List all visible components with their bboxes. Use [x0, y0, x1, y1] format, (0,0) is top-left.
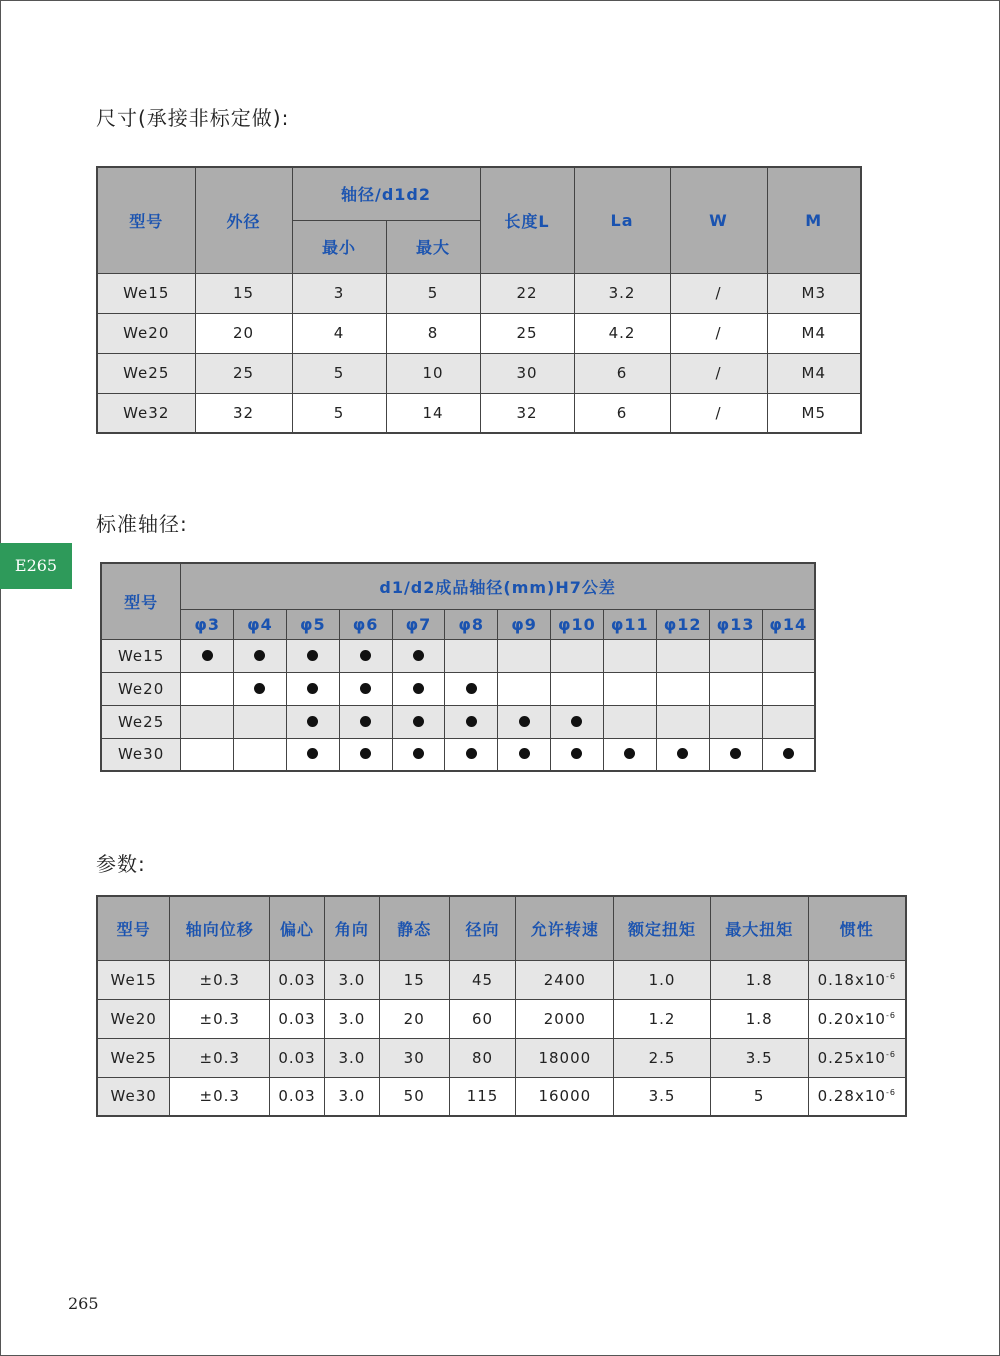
cell: ±0.3: [170, 1077, 270, 1116]
bore-size-header: φ7: [392, 609, 445, 639]
cell: 1.0: [614, 960, 711, 999]
cell: $0.20x10^{-6}$: [808, 999, 906, 1038]
bore-header-title: d1/d2成品轴径(mm)H7公差: [181, 563, 815, 609]
cell: 5: [292, 393, 386, 433]
page-number: 265: [68, 1294, 99, 1313]
availability-dot: [307, 716, 318, 727]
table-row: [97, 273, 861, 313]
availability-dot: [466, 716, 477, 727]
availability-dot: [677, 748, 688, 759]
header-w: W: [670, 167, 767, 273]
availability-dot: [466, 683, 477, 694]
cell: 25: [480, 313, 574, 353]
header-max: 最大: [386, 220, 480, 273]
cell: [762, 738, 815, 771]
availability-dot: [360, 716, 371, 727]
cell: 0.03: [270, 999, 325, 1038]
cell: 6: [574, 393, 670, 433]
cell: [339, 738, 392, 771]
availability-dot: [307, 650, 318, 661]
cell: [603, 639, 656, 672]
cell: 50: [379, 1077, 449, 1116]
cell: 15: [195, 273, 292, 313]
params-table: [96, 895, 907, 1117]
table-row: [97, 313, 861, 353]
cell: 16000: [516, 1077, 614, 1116]
table-row: [97, 999, 906, 1038]
cell: [339, 705, 392, 738]
cell: 6: [574, 353, 670, 393]
dims-title: 尺寸(承接非标定做):: [96, 106, 290, 130]
side-tab: E265: [0, 543, 72, 589]
cell: [286, 705, 339, 738]
cell: We32: [97, 393, 195, 433]
cell: [445, 738, 498, 771]
cell: 4: [292, 313, 386, 353]
cell: 5: [386, 273, 480, 313]
cell: 3.0: [324, 1077, 379, 1116]
cell: 0.03: [270, 1038, 325, 1077]
cell: [656, 738, 709, 771]
cell: 3.5: [710, 1038, 808, 1077]
header-shaft: 轴径/d1d2: [292, 167, 480, 220]
cell: [498, 705, 551, 738]
cell: 30: [480, 353, 574, 393]
availability-dot: [624, 748, 635, 759]
params-header: 径向: [449, 896, 516, 960]
cell: [339, 639, 392, 672]
cell: M5: [767, 393, 861, 433]
cell: 2000: [516, 999, 614, 1038]
cell: 20: [195, 313, 292, 353]
cell: [392, 738, 445, 771]
availability-dot: [519, 716, 530, 727]
params-header: 偏心: [270, 896, 325, 960]
availability-dot: [413, 716, 424, 727]
cell: ±0.3: [170, 999, 270, 1038]
cell: We15: [97, 960, 170, 999]
availability-dot: [307, 683, 318, 694]
availability-dot: [571, 716, 582, 727]
cell: [286, 639, 339, 672]
cell: M4: [767, 353, 861, 393]
cell: [550, 639, 603, 672]
cell: [181, 672, 234, 705]
cell: $0.18x10^{-6}$: [808, 960, 906, 999]
cell: [286, 738, 339, 771]
params-header: 轴向位移: [170, 896, 270, 960]
cell: [603, 738, 656, 771]
params-header: 角向: [324, 896, 379, 960]
cell: [709, 639, 762, 672]
availability-dot: [360, 683, 371, 694]
cell: /: [670, 273, 767, 313]
cell: [550, 738, 603, 771]
cell: [498, 672, 551, 705]
cell: [181, 738, 234, 771]
inertia-exponent: -6: [885, 1010, 896, 1020]
cell: /: [670, 313, 767, 353]
cell: [445, 672, 498, 705]
cell: [234, 738, 287, 771]
cell: We20: [101, 672, 181, 705]
bore-size-header: φ3: [181, 609, 234, 639]
cell: [709, 672, 762, 705]
cell: 3.0: [324, 1038, 379, 1077]
cell: 80: [449, 1038, 516, 1077]
cell: 2400: [516, 960, 614, 999]
availability-dot: [466, 748, 477, 759]
bore-size-row: [101, 609, 815, 639]
cell: We15: [101, 639, 181, 672]
params-header: 惯性: [808, 896, 906, 960]
table-row: [101, 672, 815, 705]
cell: 60: [449, 999, 516, 1038]
bore-size-header: φ14: [762, 609, 815, 639]
availability-dot: [783, 748, 794, 759]
cell: [762, 705, 815, 738]
cell: We30: [101, 738, 181, 771]
table-row: [97, 960, 906, 999]
bore-title: 标准轴径:: [96, 512, 188, 536]
dimensions-table: [96, 166, 862, 434]
cell: [181, 639, 234, 672]
cell: [234, 639, 287, 672]
cell: We25: [97, 1038, 170, 1077]
cell: [709, 738, 762, 771]
header-min: 最小: [292, 220, 386, 273]
cell: [656, 705, 709, 738]
cell: 22: [480, 273, 574, 313]
bore-header-model: 型号: [101, 563, 181, 639]
availability-dot: [413, 650, 424, 661]
cell: We15: [97, 273, 195, 313]
cell: 3.0: [324, 999, 379, 1038]
cell: [656, 672, 709, 705]
table-row: [101, 639, 815, 672]
bore-size-header: φ12: [656, 609, 709, 639]
availability-dot: [254, 650, 265, 661]
cell: 3.0: [324, 960, 379, 999]
table-row: [97, 353, 861, 393]
cell: 45: [449, 960, 516, 999]
header-model: 型号: [97, 167, 195, 273]
params-header: 静态: [379, 896, 449, 960]
cell: [234, 705, 287, 738]
cell: 15: [379, 960, 449, 999]
bore-size-header: φ6: [339, 609, 392, 639]
bore-size-header: φ4: [234, 609, 287, 639]
cell: $0.28x10^{-6}$: [808, 1077, 906, 1116]
table-row: [97, 1038, 906, 1077]
cell: ±0.3: [170, 1038, 270, 1077]
cell: 25: [195, 353, 292, 393]
cell: 1.2: [614, 999, 711, 1038]
header-length: 长度L: [480, 167, 574, 273]
cell: 10: [386, 353, 480, 393]
cell: 115: [449, 1077, 516, 1116]
bore-size-header: φ9: [498, 609, 551, 639]
availability-dot: [254, 683, 265, 694]
bore-size-header: φ13: [709, 609, 762, 639]
cell: We20: [97, 313, 195, 353]
cell: [181, 705, 234, 738]
cell: We25: [97, 353, 195, 393]
cell: $0.25x10^{-6}$: [808, 1038, 906, 1077]
cell: M3: [767, 273, 861, 313]
cell: [445, 639, 498, 672]
params-title: 参数:: [96, 852, 146, 876]
cell: [339, 672, 392, 705]
cell: [603, 705, 656, 738]
cell: [762, 672, 815, 705]
cell: 1.8: [710, 960, 808, 999]
bore-size-header: φ5: [286, 609, 339, 639]
cell: 14: [386, 393, 480, 433]
availability-dot: [413, 683, 424, 694]
cell: 2.5: [614, 1038, 711, 1077]
cell: 3.5: [614, 1077, 711, 1116]
cell: We20: [97, 999, 170, 1038]
cell: We30: [97, 1077, 170, 1116]
cell: 18000: [516, 1038, 614, 1077]
cell: We25: [101, 705, 181, 738]
cell: [762, 639, 815, 672]
availability-dot: [413, 748, 424, 759]
cell: ±0.3: [170, 960, 270, 999]
availability-dot: [519, 748, 530, 759]
cell: /: [670, 393, 767, 433]
cell: 32: [480, 393, 574, 433]
params-header: 最大扭矩: [710, 896, 808, 960]
availability-dot: [571, 748, 582, 759]
availability-dot: [307, 748, 318, 759]
bore-size-header: φ11: [603, 609, 656, 639]
bore-size-header: φ10: [550, 609, 603, 639]
table-row: [101, 705, 815, 738]
table-row: [97, 393, 861, 433]
cell: [234, 672, 287, 705]
cell: [445, 705, 498, 738]
cell: 30: [379, 1038, 449, 1077]
table-row: [101, 738, 815, 771]
cell: [498, 738, 551, 771]
cell: [498, 639, 551, 672]
cell: 5: [710, 1077, 808, 1116]
cell: [603, 672, 656, 705]
inertia-exponent: -6: [885, 971, 896, 981]
params-header: 型号: [97, 896, 170, 960]
cell: M4: [767, 313, 861, 353]
cell: [709, 705, 762, 738]
cell: 3: [292, 273, 386, 313]
header-la: La: [574, 167, 670, 273]
inertia-exponent: -6: [885, 1049, 896, 1059]
cell: [286, 672, 339, 705]
cell: /: [670, 353, 767, 393]
cell: 4.2: [574, 313, 670, 353]
cell: [392, 639, 445, 672]
inertia-exponent: -6: [885, 1088, 896, 1098]
bore-table: [100, 562, 816, 772]
bore-size-header: φ8: [445, 609, 498, 639]
header-m: M: [767, 167, 861, 273]
cell: [392, 672, 445, 705]
cell: 32: [195, 393, 292, 433]
cell: [392, 705, 445, 738]
params-header: 额定扭矩: [614, 896, 711, 960]
availability-dot: [360, 650, 371, 661]
cell: [550, 705, 603, 738]
params-header-row: [97, 896, 906, 960]
cell: [656, 639, 709, 672]
cell: 0.03: [270, 960, 325, 999]
cell: 20: [379, 999, 449, 1038]
header-od: 外径: [195, 167, 292, 273]
cell: 0.03: [270, 1077, 325, 1116]
cell: 1.8: [710, 999, 808, 1038]
params-header: 允许转速: [516, 896, 614, 960]
availability-dot: [730, 748, 741, 759]
availability-dot: [360, 748, 371, 759]
availability-dot: [202, 650, 213, 661]
cell: [550, 672, 603, 705]
cell: 8: [386, 313, 480, 353]
cell: 3.2: [574, 273, 670, 313]
table-row: [97, 1077, 906, 1116]
cell: 5: [292, 353, 386, 393]
